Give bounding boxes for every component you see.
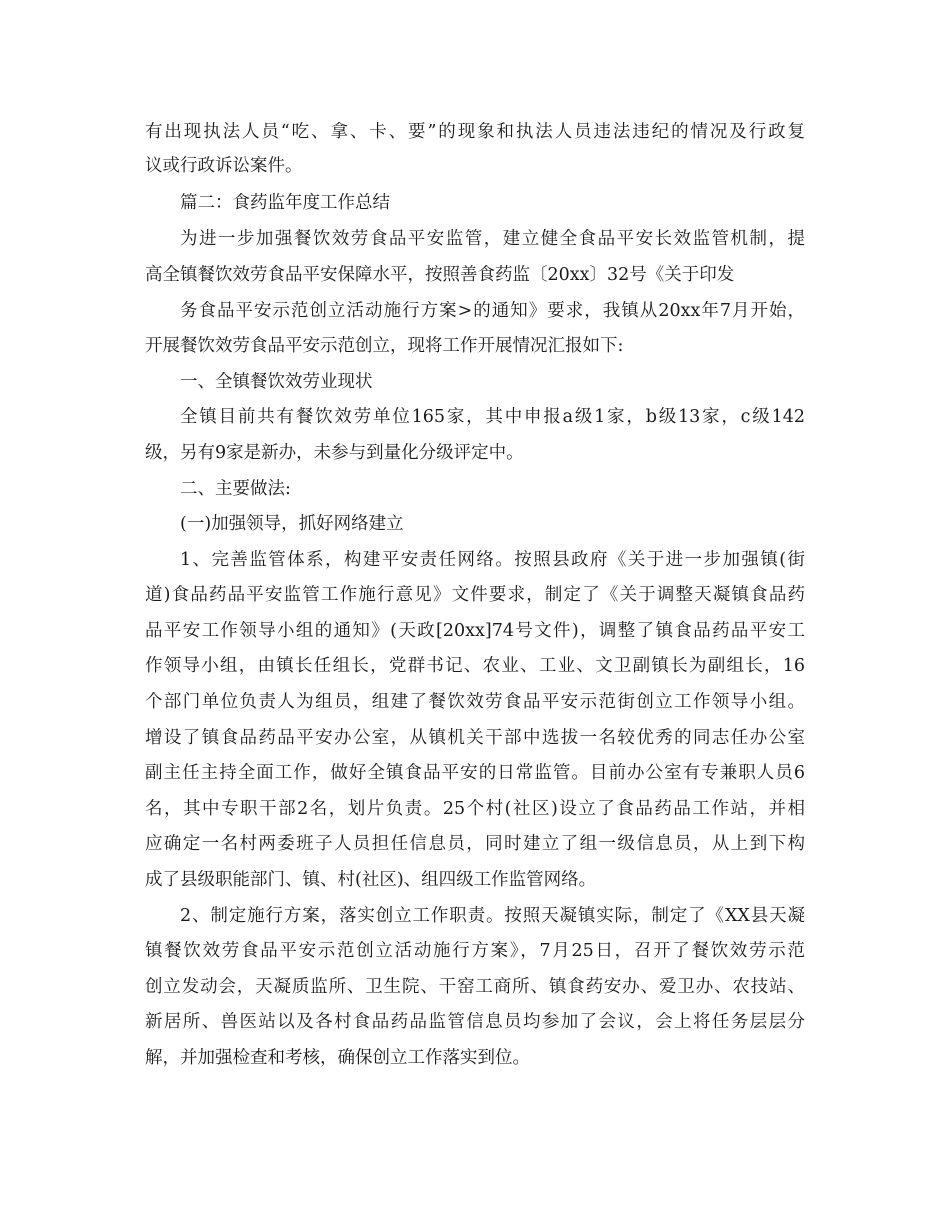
text-line: 个部门单位负责人为组员，组建了餐饮效劳食品平安示范街创立工作领导小组。 <box>145 692 805 712</box>
text-line: 镇餐饮效劳食品平安示范创立活动施行方案》，7月25日，召开了餐饮效劳示范 <box>145 941 805 961</box>
text-line: 新居所、兽医站以及各村食品药品监管信息员均参加了会议，会上将任务层层分 <box>145 1012 805 1032</box>
text-line: 成了县级职能部门、镇、村(社区)、组四级工作监管网络。 <box>145 870 597 890</box>
text-line: 应确定一名村两委班子人员担任信息员，同时建立了组一级信息员，从上到下构 <box>145 834 805 854</box>
text-line: 为进一步加强餐饮效劳食品平安监管，建立健全食品平安长效监管机制，提 <box>180 229 805 249</box>
section-heading: 一、全镇餐饮效劳业现状 <box>180 372 373 392</box>
text-line: 名，其中专职干部2名，划片负责。25个村(社区)设立了食品药品工作站，并相 <box>145 799 805 819</box>
text-line: 副主任主持全面工作，做好全镇食品平安的日常监管。目前办公室有专兼职人员6 <box>145 763 805 783</box>
section-heading: 篇二：食药监年度工作总结 <box>180 193 390 213</box>
text-line: 务食品平安示范创立活动施行方案>的通知》要求，我镇从20xx年7月开始， <box>180 301 805 321</box>
text-line: 开展餐饮效劳食品平安示范创立，现将工作开展情况汇报如下: <box>145 336 624 356</box>
text-line: 增设了镇食品药品平安办公室，从镇机关干部中选拔一名较优秀的同志任办公室 <box>145 728 805 748</box>
text-line: 解，并加强检查和考核，确保创立工作落实到位。 <box>145 1048 530 1068</box>
text-line: 级，另有9家是新办，未参与到量化分级评定中。 <box>145 443 524 463</box>
text-line: 品平安工作领导小组的通知》(天政[20xx]74号文件)，调整了镇食品药品平安工 <box>145 621 805 641</box>
subsection-heading: (一)加强领导，抓好网络建立 <box>180 514 404 534</box>
text-line: 全镇目前共有餐饮效劳单位165家，其中申报a级1家，b级13家，c级142 <box>180 407 805 427</box>
text-line: 作领导小组，由镇长任组长，党群书记、农业、工业、文卫副镇长为副组长，16 <box>145 656 805 676</box>
text-line: 1、完善监管体系，构建平安责任网络。按照县政府《关于进一步加强镇(街 <box>180 550 805 570</box>
section-heading: 二、主要做法: <box>180 479 291 499</box>
text-line: 创立发动会，天凝质监所、卫生院、干窑工商所、镇食药安办、爱卫办、农技站、 <box>145 977 805 997</box>
text-line: 议或行政诉讼案件。 <box>145 156 303 176</box>
text-line: 有出现执法人员“吃、拿、卡、要”的现象和执法人员违法违纪的情况及行政复 <box>145 122 805 142</box>
text-line: 2、制定施行方案，落实创立工作职责。按照天凝镇实际，制定了《XX县天凝 <box>180 906 805 926</box>
text-line: 道)食品药品平安监管工作施行意见》文件要求，制定了《关于调整天凝镇食品药 <box>145 585 805 605</box>
text-line: 高全镇餐饮效劳食品平安保障水平，按照善食药监〔20xx〕32号《关于印发 <box>145 265 735 285</box>
